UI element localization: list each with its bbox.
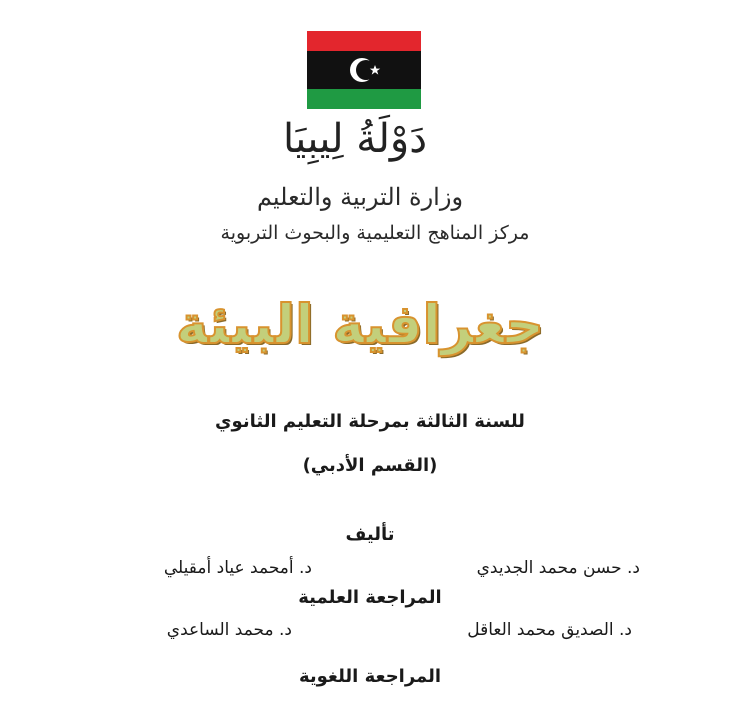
ministry-name: وزارة التربية والتعليم xyxy=(256,183,464,211)
libya-flag xyxy=(307,31,421,109)
curriculum-center-name: مركز المناهج التعليمية والبحوث التربوية xyxy=(220,222,530,244)
reviewer-name: د. الصديق محمد العاقل xyxy=(467,620,632,640)
language-review-heading: المراجعة اللغوية xyxy=(298,666,442,687)
reviewer-name: د. محمد الساعدي xyxy=(166,620,292,640)
crescent-star-icon xyxy=(307,31,421,109)
state-name: دَوْلَةُ لِيبِيَا xyxy=(282,116,428,162)
author-name: د. أمحمد عياد أمقيلي xyxy=(163,558,312,578)
grade-subtitle: للسنة الثالثة بمرحلة التعليم الثانوي xyxy=(215,411,525,432)
author-name: د. حسن محمد الجديدي xyxy=(476,558,640,578)
scientific-review-heading: المراجعة العلمية xyxy=(298,587,442,608)
section-label: (القسم الأدبي) xyxy=(302,455,438,476)
authors-heading: تأليف xyxy=(345,524,395,545)
book-title: جغرافية البيئة xyxy=(175,293,545,356)
